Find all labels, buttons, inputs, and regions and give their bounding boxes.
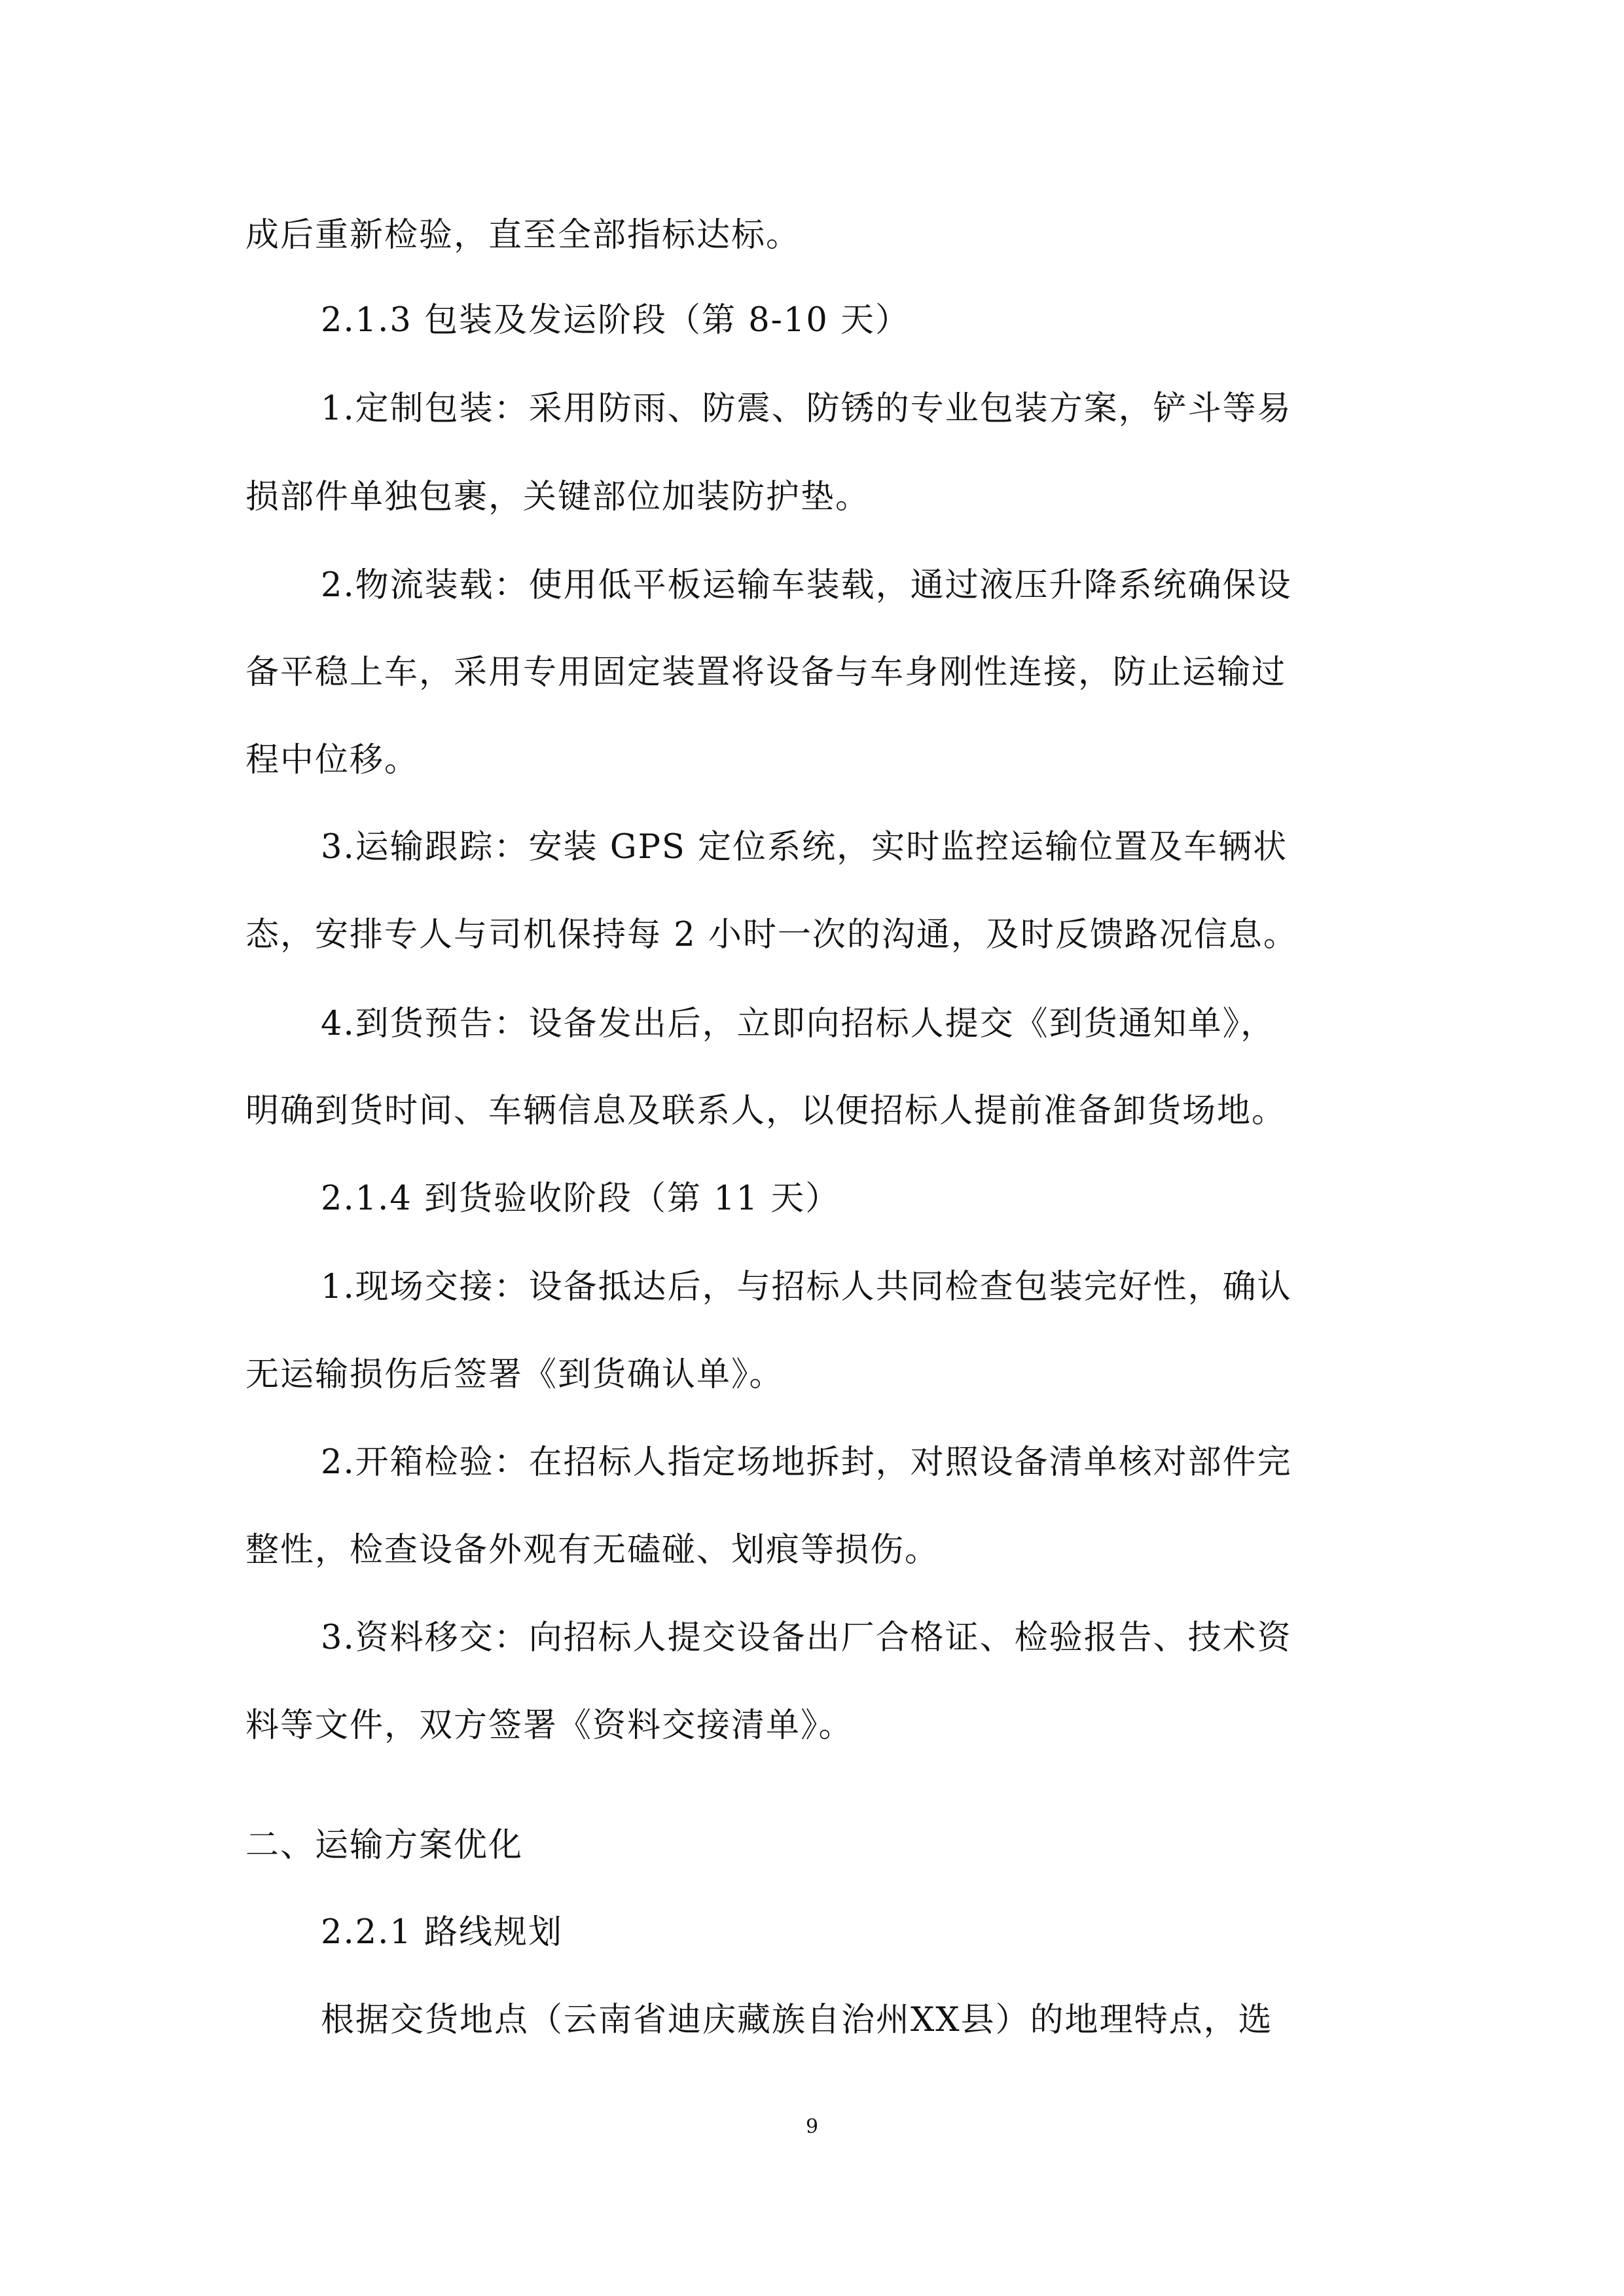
text-line: 成后重新检验，直至全部指标达标。 bbox=[245, 216, 801, 255]
text-line: 态，安排专人与司机保持每 2 小时一次的沟通，及时反馈路况信息。 bbox=[245, 916, 1298, 954]
text-line: 2.物流装载：使用低平板运输车装载，通过液压升降系统确保设 bbox=[321, 566, 1292, 605]
text-line: 3.资料移交：向招标人提交设备出厂合格证、检验报告、技术资 bbox=[321, 1619, 1292, 1657]
text-line: 2.开箱检验：在招标人指定场地拆封，对照设备清单核对部件完 bbox=[321, 1443, 1292, 1482]
section-heading-2-1-3: 2.1.3 包装及发运阶段（第 8-10 天） bbox=[321, 301, 910, 340]
text-line: 备平稳上车，采用专用固定装置将设备与车身刚性连接，防止运输过 bbox=[245, 653, 1287, 692]
text-line: 程中位移。 bbox=[245, 741, 420, 780]
chapter-heading: 二、运输方案优化 bbox=[245, 1826, 524, 1865]
text-line: 整性，检查设备外观有无磕碰、划痕等损伤。 bbox=[245, 1531, 940, 1570]
text-line: 1.现场交接：设备抵达后，与招标人共同检查包装完好性，确认 bbox=[321, 1268, 1292, 1306]
text-line: 无运输损伤后签署《到货确认单》。 bbox=[245, 1355, 784, 1394]
text-line: 明确到货时间、车辆信息及联系人，以便招标人提前准备卸货场地。 bbox=[245, 1092, 1287, 1130]
text-line: 4.到货预告：设备发出后，立即向招标人提交《到货通知单》， bbox=[321, 1005, 1276, 1043]
text-line: 1.定制包装：采用防雨、防震、防锈的专业包装方案，铲斗等易 bbox=[321, 389, 1292, 428]
text-line: 损部件单独包裹，关键部位加装防护垫。 bbox=[245, 478, 871, 516]
section-heading-2-2-1: 2.2.1 路线规划 bbox=[321, 1913, 563, 1952]
text-line: 料等文件，双方签署《资料交接清单》。 bbox=[245, 1706, 854, 1745]
section-heading-2-1-4: 2.1.4 到货验收阶段（第 11 天） bbox=[321, 1179, 840, 1218]
text-line: 3.运输跟踪：安装 GPS 定位系统，实时监控运输位置及车辆状 bbox=[321, 828, 1288, 867]
text-line: 根据交货地点（云南省迪庆藏族自治州XX县）的地理特点，选 bbox=[321, 2001, 1273, 2039]
page-number: 9 bbox=[805, 2115, 819, 2138]
